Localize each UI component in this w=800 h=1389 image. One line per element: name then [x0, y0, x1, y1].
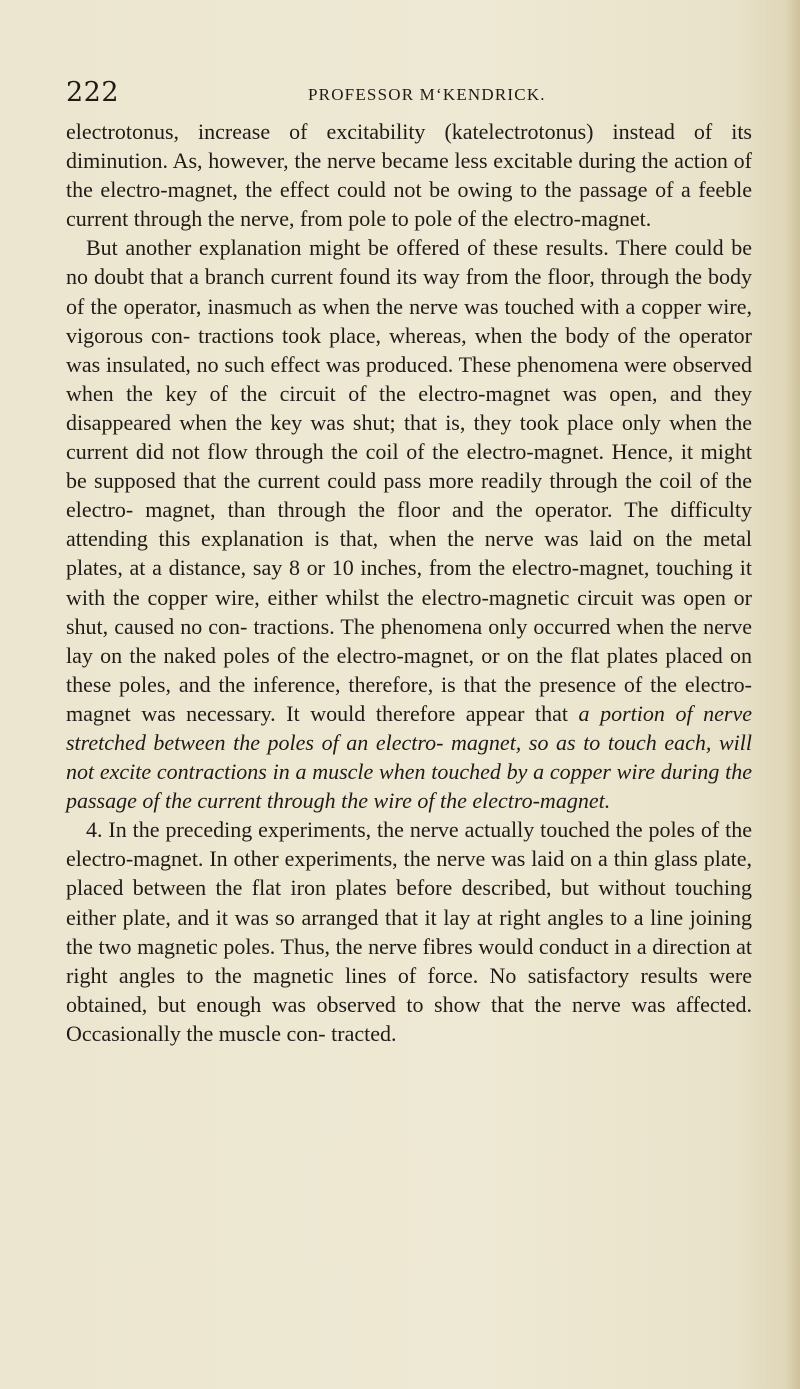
paragraph-2-text: But another explanation might be offered of these results. There could be no doubt that a branch current found its way from the floor, through the body of the operator, inasmuch as when the nerve was touched with a copper wire, vigorous con- tractions took place, whereas, when the body of the operator was insulated, no such effect was produced. These phenomena were observed when the key of the circuit of the electro-magnet was open, and they disappeared when the key was shut; that is, they took place only when the current did not flow through the coil of the electro-magnet. Hence, it might be supposed that the current could pass more readily through the coil of the electro- magnet, than through the floor and the operator. The difficulty attending this explanation is that, when the nerve was laid on the metal plates, at a distance, say 8 or 10 inches, from the electro-magnet, touching it with the copper wire, either whilst the electro-magnetic circuit was open or shut, caused no con- tractions. The phenomena only occurred when the nerve lay on the naked poles of the electro-magnet, or on the flat plates placed on these poles, and the inference, therefore, is that the presence of the electro-magnet was necessary. It would therefore appear that [66, 235, 752, 726]
paragraph-3: 4. In the preceding experiments, the nerve actually touched the poles of the electro-magnet. In other experiments, the nerve was laid on a thin glass plate, placed between the flat iron plates before described, but without touching either plate, and it was so arranged that it lay at right angles to a line joining the two magnetic poles. Thus, the nerve fibres would conduct in a direction at right angles to the magnetic lines of force. No satisfactory results were obtained, but enough was observed to show that the nerve was affected. Occasionally the muscle con- tracted. [66, 817, 752, 1046]
paragraph-2-italic-conclusion: a portion of nerve stretched between the poles of an electro- magnet, so as to touch each, will not excite contractions in a muscle when touched by a copper wire during the passage of the current through the wire of the electro-magnet. [66, 700, 752, 814]
paragraph-1: electrotonus, increase of excitability (katelectrotonus) instead of its diminution. As, however, the nerve became less excitable during the action of the electro-magnet, the effect could not be owing to the passage of a feeble current through the nerve, from pole to pole of the electro-magnet. [66, 119, 752, 232]
page-number: 222 [66, 77, 120, 108]
body-text [66, 117, 752, 1048]
running-head: PROFESSOR M‘KENDRICK. [308, 85, 546, 104]
page-edge-shadow [786, 0, 800, 1389]
paragraph-2 [66, 233, 752, 815]
